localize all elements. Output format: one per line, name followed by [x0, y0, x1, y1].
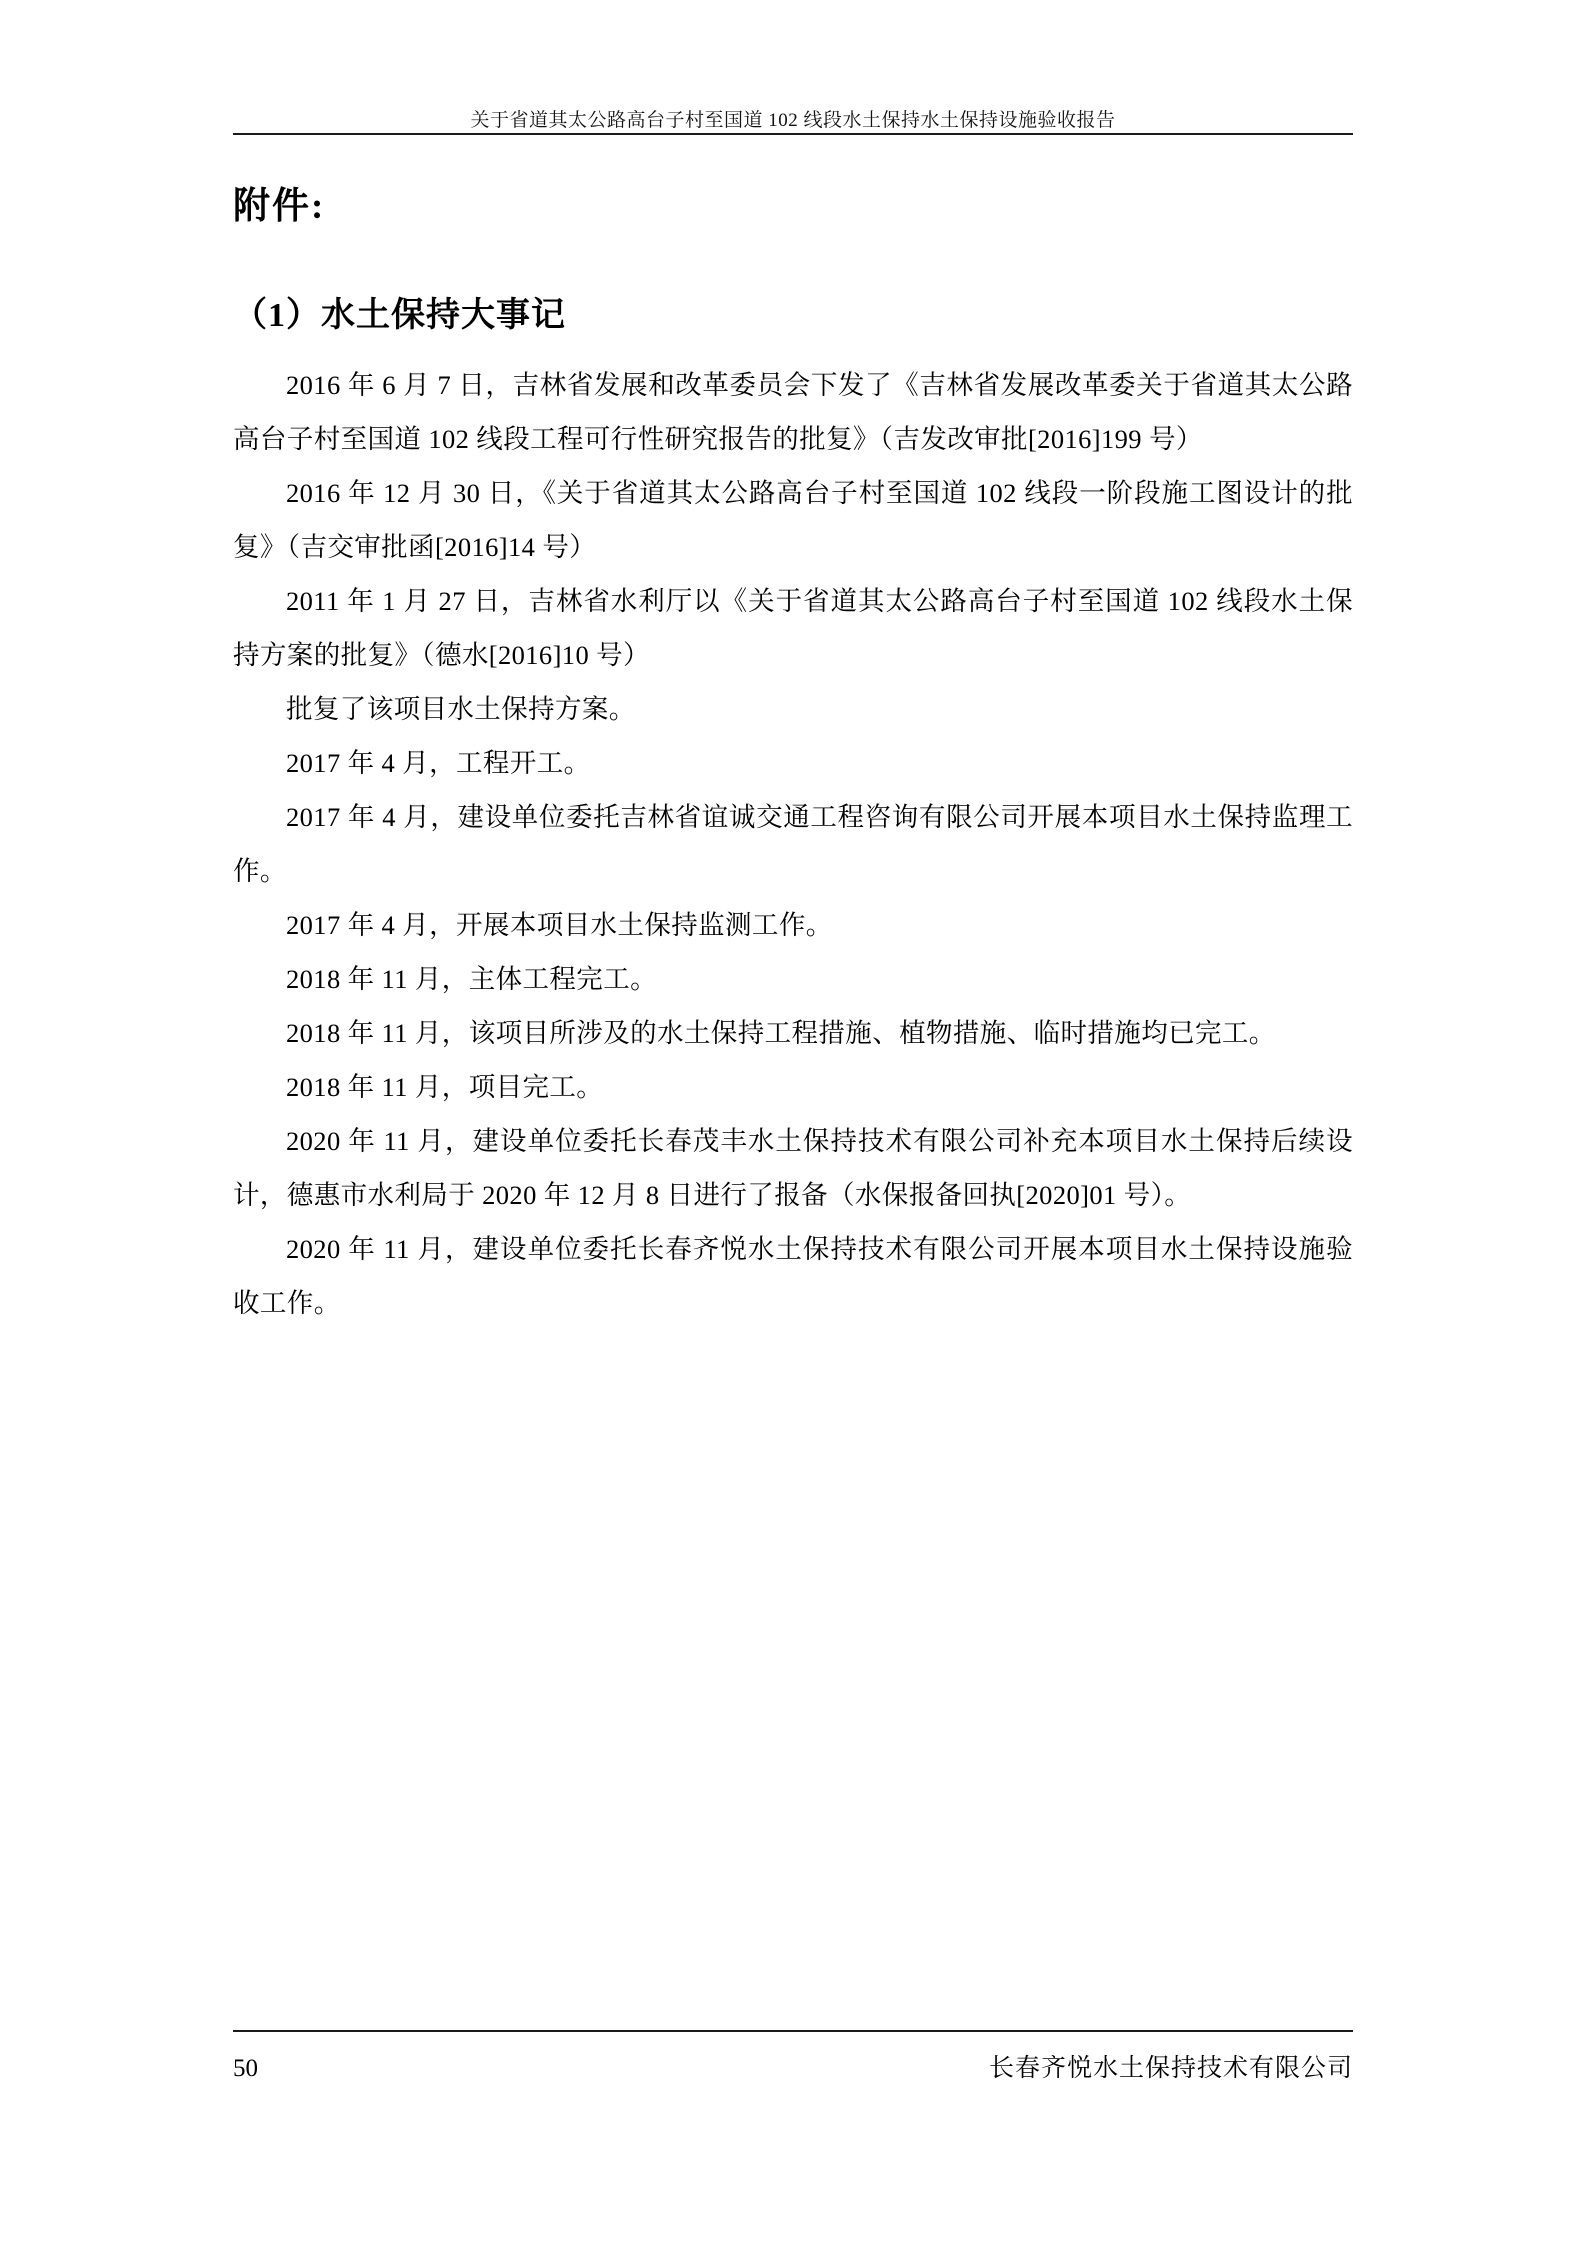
- footer-divider: [233, 2030, 1353, 2032]
- body-paragraph: 2016 年 6 月 7 日，吉林省发展和改革委员会下发了《吉林省发展改革委关于省道其太公路高台子村至国道 102 线段工程可行性研究报告的批复》（吉发改审批[2016]199 号）: [233, 370, 1353, 454]
- header-divider: [233, 133, 1353, 135]
- running-header: 关于省道其太公路高台子村至国道 102 线段水土保持水土保持设施验收报告: [470, 110, 1116, 131]
- body-paragraph: 2020 年 11 月，建设单位委托长春茂丰水土保持技术有限公司补充本项目水土保持后续设计，德惠市水利局于 2020 年 12 月 8 日进行了报备（水保报备回执[2020]01 号）。: [233, 1126, 1353, 1210]
- body-paragraph: 2016 年 12 月 30 日，《关于省道其太公路高台子村至国道 102 线段一阶段施工图设计的批复》（吉交审批函[2016]14 号）: [233, 478, 1353, 562]
- page-footer: [233, 2048, 1353, 2084]
- section-heading: （1）水土保持大事记: [233, 297, 566, 334]
- page-number: 50: [233, 2055, 258, 2082]
- body-paragraph: 2017 年 4 月，开展本项目水土保持监测工作。: [286, 910, 833, 940]
- body-paragraph: 2017 年 4 月，建设单位委托吉林省谊诚交通工程咨询有限公司开展本项目水土保持监理工作。: [233, 802, 1353, 886]
- footer-company: 长春齐悦水土保持技术有限公司: [988, 2055, 1353, 2082]
- body-paragraph: 2020 年 11 月，建设单位委托长春齐悦水土保持技术有限公司开展本项目水土保持设施验收工作。: [233, 1234, 1353, 1318]
- attachment-label: 附件:: [233, 186, 326, 227]
- body-paragraph: 2011 年 1 月 27 日，吉林省水利厅以《关于省道其太公路高台子村至国道 102 线段水土保持方案的批复》（德水[2016]10 号）: [233, 586, 1353, 670]
- body-paragraph: 2018 年 11 月，项目完工。: [286, 1072, 604, 1102]
- body-paragraph: 2017 年 4 月，工程开工。: [286, 748, 591, 778]
- body-paragraph: 2018 年 11 月，主体工程完工。: [286, 964, 657, 994]
- body-paragraph: 2018 年 11 月，该项目所涉及的水土保持工程措施、植物措施、临时措施均已完工。: [286, 1018, 1276, 1048]
- body-paragraph: 批复了该项目水土保持方案。: [286, 694, 636, 724]
- document-body: [233, 175, 1353, 1330]
